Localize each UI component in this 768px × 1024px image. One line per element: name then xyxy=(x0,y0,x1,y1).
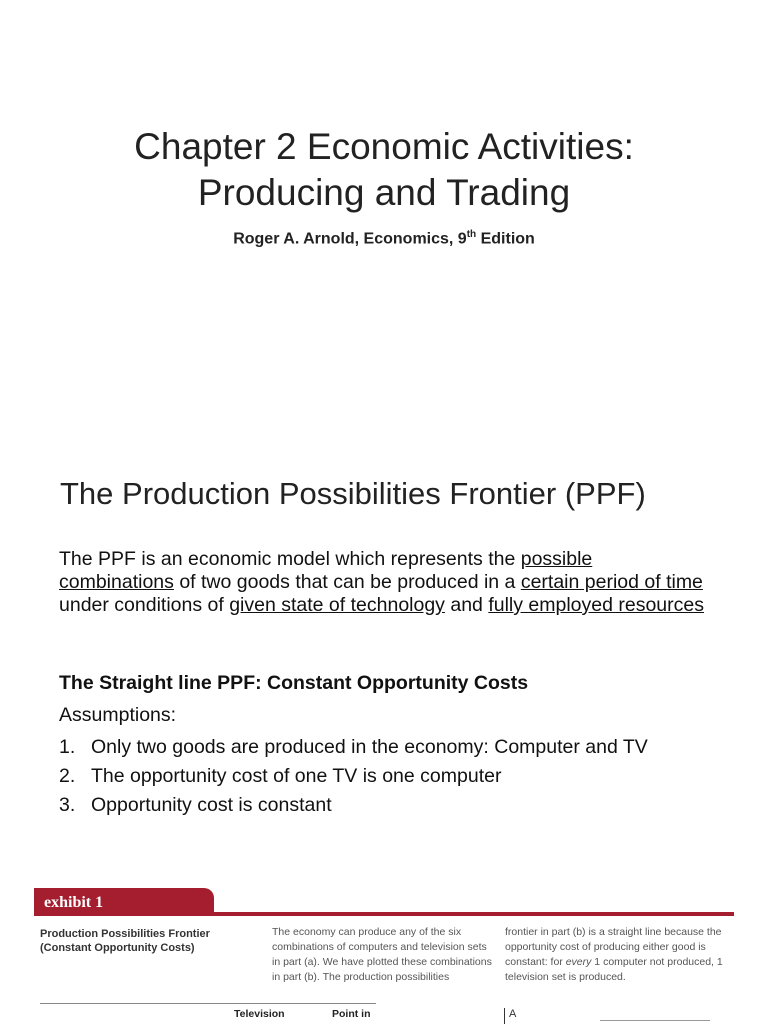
title-line-2: Producing and Trading xyxy=(197,172,571,213)
exhibit-divider xyxy=(600,1020,710,1021)
col2-emphasis: every xyxy=(565,956,592,968)
assumptions-list xyxy=(59,733,648,820)
ppf-definition xyxy=(59,548,709,617)
list-item xyxy=(59,762,648,791)
subtitle-end: Edition xyxy=(476,230,535,248)
subtitle-superscript: th xyxy=(466,229,477,240)
para-text-4: and xyxy=(444,594,489,616)
col2-text-1: frontier in part (b) is a straight line because the opportunity cost of producing either good is constant: for xyxy=(505,926,722,968)
list-number: 1. xyxy=(59,736,76,758)
list-text: Opportunity cost is constant xyxy=(91,794,332,816)
slide-title xyxy=(0,124,768,216)
para-underline-4: fully employed resources xyxy=(488,594,704,616)
para-underline-2: certain period of time xyxy=(520,571,703,593)
list-text: Only two goods are produced in the economy: Computer and TV xyxy=(91,736,648,758)
list-number: 3. xyxy=(59,794,76,816)
panel-a-label: A xyxy=(504,1008,516,1024)
para-text-1: The PPF is an economic model which represents the xyxy=(59,548,521,570)
caption-line-1: Production Possibilities Frontier xyxy=(40,928,210,940)
list-item xyxy=(59,791,648,820)
exhibit-text-column-1: The economy can produce any of the six combinations of computers and television sets in part (a). We have plotted these combinations in part (b). The production possibilities xyxy=(272,926,492,983)
para-underline-1: possible combinations xyxy=(59,548,593,593)
para-text-2: of two goods that can be produced in a xyxy=(173,571,521,593)
exhibit-text-column-2 xyxy=(505,925,730,985)
table-header-point: Point in xyxy=(332,1008,371,1020)
list-item xyxy=(59,733,648,762)
list-text: The opportunity cost of one TV is one computer xyxy=(91,765,502,787)
col2-text-2: 1 computer not produced, 1 television set is produced. xyxy=(505,956,723,983)
list-number: 2. xyxy=(59,765,76,787)
exhibit-table-rule xyxy=(40,1003,376,1004)
straight-line-subheading: The Straight line PPF: Constant Opportunity Costs xyxy=(59,672,529,694)
assumptions-label: Assumptions: xyxy=(59,704,177,726)
subtitle-main: Roger A. Arnold, Economics, 9 xyxy=(233,230,467,248)
table-header-television: Television xyxy=(234,1008,285,1020)
exhibit-caption xyxy=(40,927,210,955)
para-underline-3: given state of technology xyxy=(229,594,445,616)
para-text-3: under conditions of xyxy=(59,594,230,616)
ppf-heading: The Production Possibilities Frontier (PPF) xyxy=(60,476,646,511)
caption-line-2: (Constant Opportunity Costs) xyxy=(40,942,195,954)
slide-subtitle xyxy=(0,229,768,248)
exhibit-tab: exhibit 1 xyxy=(34,888,214,916)
title-line-1: Chapter 2 Economic Activities: xyxy=(134,126,634,167)
